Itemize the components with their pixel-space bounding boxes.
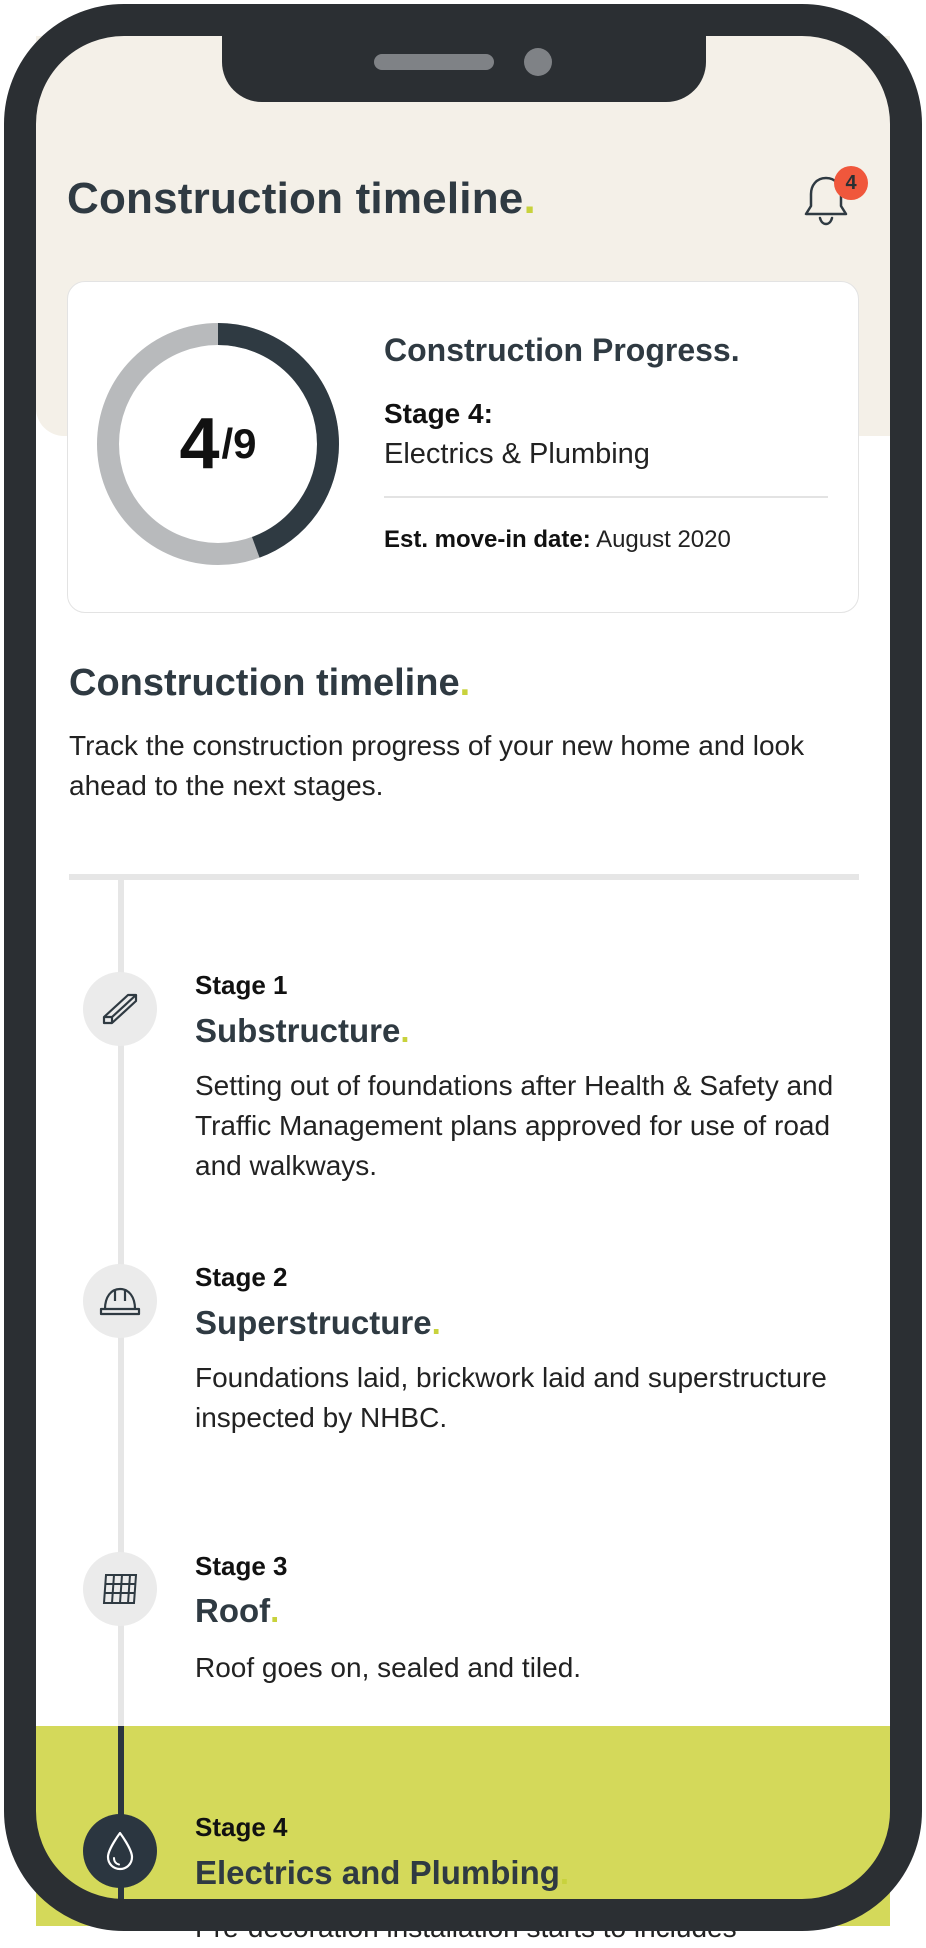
- current-stage-name: Electrics & Plumbing: [384, 438, 650, 470]
- section-divider: [69, 874, 859, 880]
- hard-hat-icon: [83, 1264, 157, 1338]
- stage-title: Superstructure.: [195, 1304, 441, 1341]
- stage-description: Setting out of foundations after Health & Safety and Traffic Management plans approved for use of road and walkways.: [195, 1070, 834, 1181]
- stage-description: Pre-decoration installation starts to includes: [195, 1912, 737, 1943]
- total-stages: /9: [221, 420, 257, 467]
- progress-count: [94, 320, 342, 568]
- move-in-date: [384, 526, 731, 554]
- active-stage-highlight: [36, 1726, 890, 1926]
- move-in-value: August 2020: [596, 526, 731, 553]
- notification-badge: 4: [834, 166, 868, 200]
- move-in-label: Est. move-in date:: [384, 526, 591, 553]
- stage-description: Foundations laid, brickwork laid and superstructure inspected by NHBC.: [195, 1362, 827, 1433]
- construction-progress-card: [67, 281, 859, 613]
- water-drop-icon: [83, 1814, 157, 1888]
- stage-description: Roof goes on, sealed and tiled.: [195, 1652, 582, 1683]
- stage-number: Stage 3: [195, 1551, 288, 1581]
- stage-number: Stage 4: [195, 1812, 288, 1842]
- section-title: Construction timeline.: [69, 662, 471, 704]
- current-stage-number: 4: [179, 404, 220, 484]
- page-title: Construction timeline.: [67, 174, 536, 223]
- section-description: Track the construction progress of your new home and look ahead to the next stages.: [69, 730, 805, 801]
- beam-icon: [83, 972, 157, 1046]
- app-screen: [36, 36, 890, 1943]
- front-camera: [524, 48, 552, 76]
- card-title: Construction Progress.: [384, 332, 740, 368]
- card-divider: [384, 496, 828, 498]
- stage-number: Stage 1: [195, 970, 288, 1000]
- current-stage-label: Stage 4:: [384, 398, 493, 429]
- phone-notch: [222, 28, 706, 102]
- stage-title: Roof.: [195, 1592, 280, 1629]
- speaker-grille: [374, 54, 494, 70]
- stage-title: Electrics and Plumbing.: [195, 1854, 570, 1891]
- stage-title: Substructure.: [195, 1012, 410, 1049]
- roof-tiles-icon: [83, 1552, 157, 1626]
- stage-number: Stage 2: [195, 1262, 288, 1292]
- notifications-button[interactable]: [802, 170, 862, 230]
